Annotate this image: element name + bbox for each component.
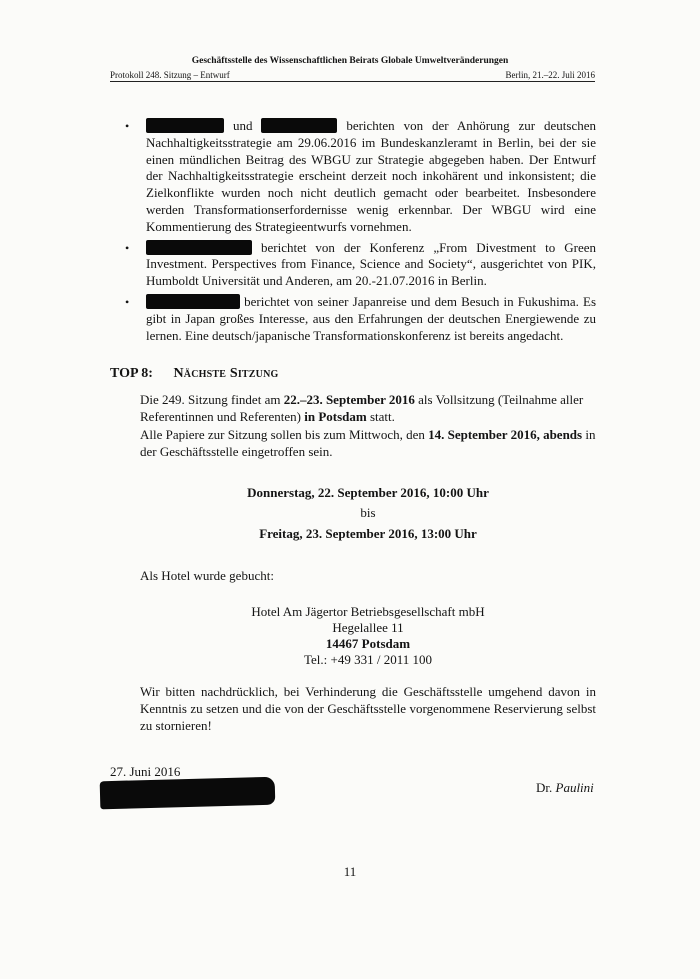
schedule-end: Freitag, 23. September 2016, 13:00 Uhr	[259, 526, 477, 541]
header-place-date: Berlin, 21.–22. Juli 2016	[505, 70, 595, 80]
text-run-bold: 14. September 2016, abends	[428, 427, 583, 442]
document-date: 27. Juni 2016	[110, 764, 181, 779]
author-signature	[536, 780, 594, 796]
section-number: TOP 8:	[110, 366, 153, 381]
text-run: als Vollsitzung (Teilnahme aller Referentinnen und Referenten)	[140, 392, 584, 424]
header-organization: Geschäftsstelle des Wissenschaftlichen Beirats Globale Umweltveränderungen	[191, 56, 509, 66]
bullet-item	[118, 118, 596, 236]
schedule-between: bis	[360, 505, 376, 520]
redaction-bar	[146, 294, 240, 309]
text-run-bold: in Potsdam	[304, 408, 367, 424]
text-run-bold: 22.–23. September 2016	[283, 392, 415, 407]
redaction-bar	[146, 240, 252, 255]
schedule-start: Donnerstag, 22. September 2016, 10:00 Uhr	[247, 485, 489, 500]
section-heading	[110, 366, 278, 382]
author-name: Paulini	[555, 780, 594, 795]
report-bullet-list	[118, 118, 596, 348]
redaction-bar	[146, 118, 224, 133]
hotel-city: 14467 Potsdam	[325, 636, 411, 651]
bullet-icon: •	[125, 294, 130, 309]
text-run: Die 249. Sitzung findet am	[140, 392, 284, 407]
bullet-icon: •	[125, 240, 130, 255]
deadline-paragraph	[140, 427, 596, 461]
bullet-text: und	[232, 118, 253, 133]
header-protocol: Protokoll 248. Sitzung – Entwurf	[110, 70, 230, 80]
meeting-paragraph	[140, 392, 596, 426]
signature-redaction	[100, 777, 276, 810]
bullet-text: berichten von der Anhörung zur deutschen Nachhaltigkeitsstrategie am 29.06.2016 im Bundeskanzleramt in Berlin, bei der sie einen mündlichen Beitrag des WBGU zur Strategie abgegeben haben. Der Entwurf der Nachhaltigkeitsstrategie erscheint derzeit noch inkohärent und inkonsistent; die Zielkonflikte wurden noch nicht deutlich gemacht oder bearbeitet. Insbesondere werden Transformationserfordernisse wenig erkennbar. Der WBGU wird eine Kommentierung des Strategieentwurfs vornehmen.	[146, 118, 597, 234]
redaction-bar	[261, 118, 337, 133]
bullet-text: berichtet von seiner Japanreise und dem Besuch in Fukushima. Es gibt in Japan großes Interesse, aus den Erfahrungen der deutschen Energiewende zu lernen. Eine deutsch/japanische Transformationskonferenz ist bereits angedacht.	[146, 293, 596, 343]
header-meta-row	[110, 70, 595, 82]
author-title: Dr.	[536, 780, 553, 795]
text-run: in der Geschäftsstelle eingetroffen sein.	[140, 427, 596, 459]
bullet-item	[118, 240, 596, 290]
closing-paragraph: Wir bitten nachdrücklich, bei Verhinderung die Geschäftsstelle umgehend davon in Kenntnis zu setzen und die von der Geschäftsstelle vorgenommene Reservierung selbst zu stornieren!	[140, 684, 596, 733]
section-title: Nächste Sitzung	[173, 366, 279, 381]
bullet-icon: •	[125, 119, 130, 133]
bullet-item	[118, 294, 596, 344]
bullet-text: berichtet von der Konferenz „From Divestment to Green Investment. Perspectives from Finance, Science and Society“, ausgerichtet von PIK, Humboldt Universität und Anderen, am 20.-21.07.2016 in Berlin.	[146, 239, 596, 289]
text-run: statt.	[366, 408, 395, 424]
hotel-intro: Als Hotel wurde gebucht:	[140, 568, 274, 583]
hotel-name: Hotel Am Jägertor Betriebsgesellschaft mbH	[251, 604, 485, 619]
hotel-phone: Tel.: +49 331 / 2011 100	[304, 652, 432, 667]
page-number: 11	[343, 864, 357, 879]
hotel-street: Hegelallee 11	[332, 620, 404, 635]
text-run: Alle Papiere zur Sitzung sollen bis zum Mittwoch, den	[140, 427, 429, 442]
